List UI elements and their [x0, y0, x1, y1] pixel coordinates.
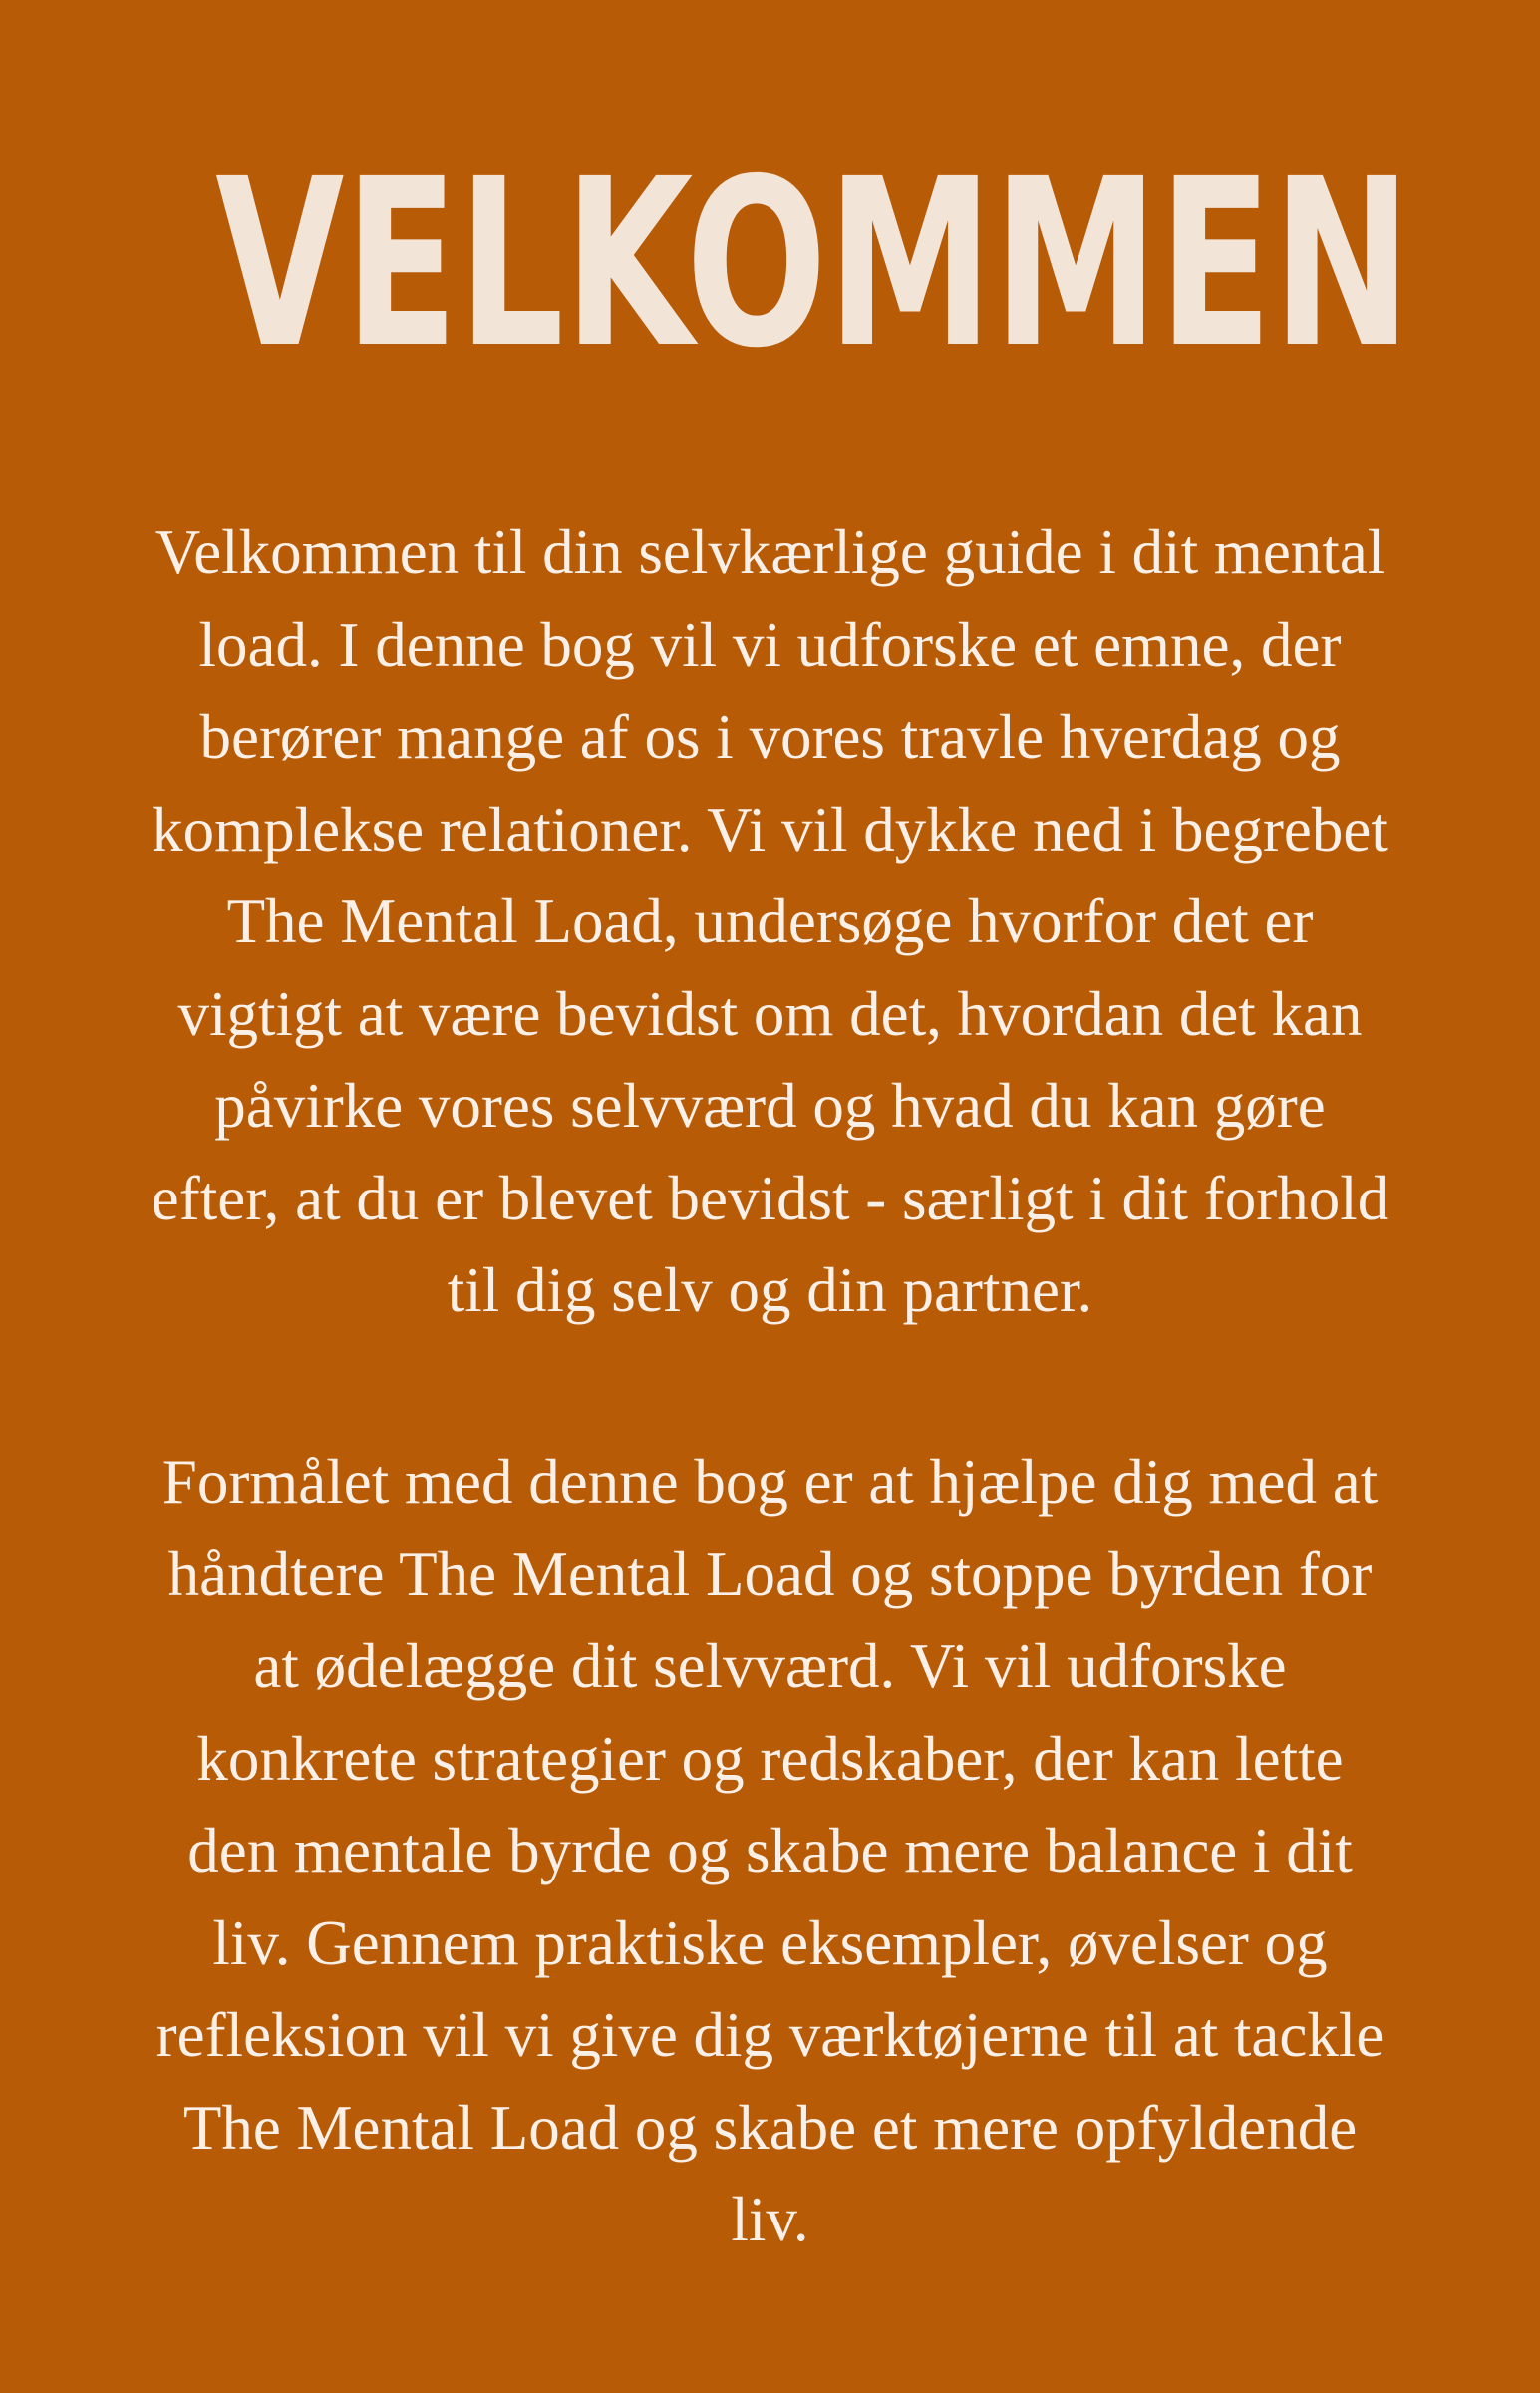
purpose-line: at ødelægge dit selvværd. Vi vil udforske — [253, 1631, 1287, 1701]
intro-line: The Mental Load, undersøge hvorfor det er — [226, 886, 1314, 956]
purpose-line: liv. — [731, 2185, 809, 2254]
intro-line: berører mange af os i vores travle hverdag og — [199, 702, 1341, 772]
intro-line: vigtigt at være bevidst om det, hvordan det kan — [177, 978, 1363, 1049]
intro-line: load. I denne bog vil vi udforske et emne, der — [198, 609, 1342, 680]
purpose-paragraph — [45, 1436, 1495, 2266]
purpose-line: håndtere The Mental Load og stoppe byrden for — [167, 1538, 1373, 1609]
purpose-line: Formålet med denne bog er at hjælpe dig med at — [161, 1447, 1379, 1517]
intro-line: komplekse relationer. Vi vil dykke ned i begrebet — [152, 794, 1388, 864]
page-title: VELKOMMEN — [215, 130, 1412, 399]
intro-paragraph — [45, 507, 1495, 1337]
intro-line: Velkommen til din selvkærlige guide i dit mental — [154, 517, 1386, 587]
purpose-line: konkrete strategier og redskaber, der kan lette — [196, 1723, 1344, 1794]
purpose-line: liv. Gennem praktiske eksempler, øvelser og — [212, 1907, 1328, 1978]
purpose-line: den mentale byrde og skabe mere balance i dit — [187, 1816, 1353, 1885]
intro-line: til dig selv og din partner. — [447, 1255, 1093, 1325]
purpose-line: refleksion vil vi give dig værktøjerne til at tackle — [155, 2000, 1385, 2070]
intro-line: påvirke vores selvværd og hvad du kan gøre — [214, 1071, 1326, 1141]
purpose-line: The Mental Load og skabe et mere opfyldende — [182, 2092, 1358, 2163]
intro-line: efter, at du er blevet bevidst - særligt i dit forhold — [151, 1163, 1389, 1233]
